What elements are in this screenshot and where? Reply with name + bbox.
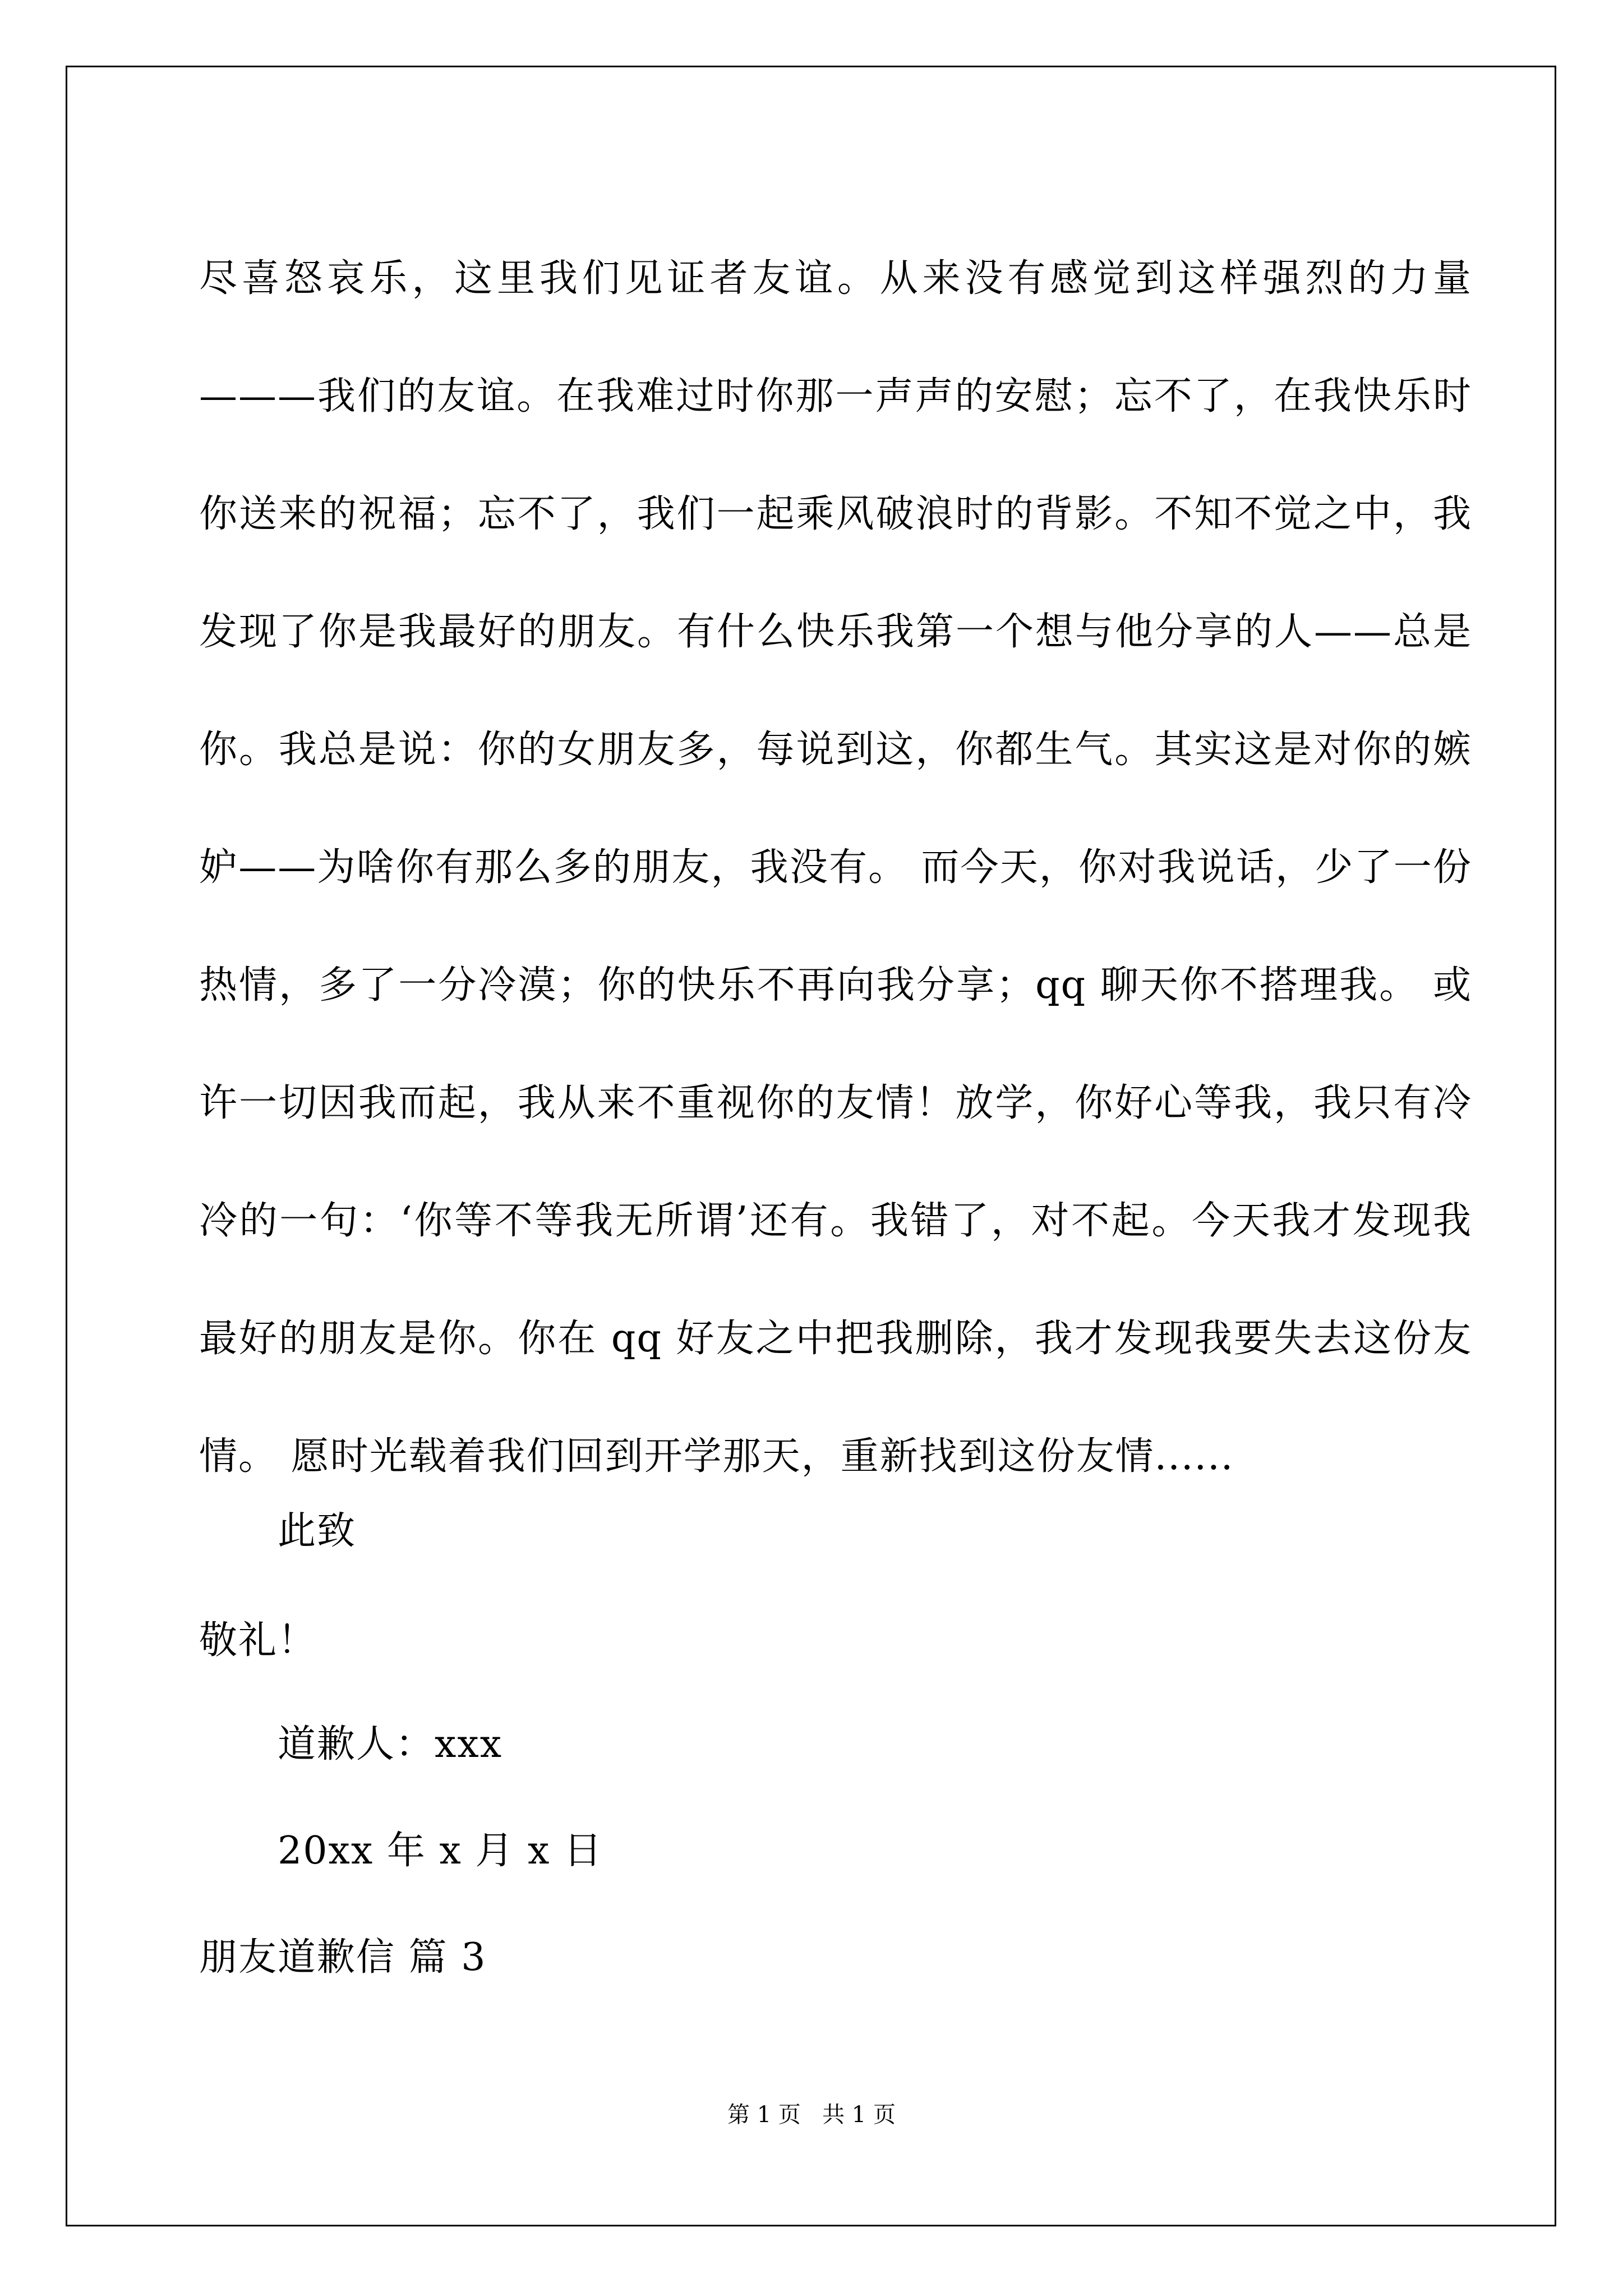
closing-regards: 敬礼！ [199,1618,317,1663]
next-letter-heading: 朋友道歉信 篇 3 [199,1935,487,1980]
date-line: 20xx 年 x 月 x 日 [278,1829,603,1873]
closing-salutation: 此致 [278,1509,357,1553]
page-footer: 第 1 页 共 1 页 [727,2102,896,2128]
signature-line: 道歉人：xxx [278,1722,503,1766]
letter-body-text: 尽喜怒哀乐，这里我们见证者友谊。从来没有感觉到这样强烈的力量———我们的友谊。在我难过时你那一声声的安慰；忘不了，在我快乐时你送来的祝福；忘不了，我们一起乘风破浪时的背影。不知不觉之中，我发现了你是我最好的朋友。有什么快乐我第一个想与他分享的人——总是你。我总是说：你的女朋友多，每说到这，你都生气。其实这是对你的嫉妒——为啥你有那么多的朋友，我没有。 而今天，你对我说话，少了一份热情，多了一分冷漠；你的快乐不再向我分享；qq 聊天你不搭理我。 或许一切因我而起，我从来不重视你的友情！放学，你好心等我，我只有冷冷的一句：‘你等不等我无所谓’还有。我错了，对不起。今天我才发现我最好的朋友是你。你在 qq 好友之中把我删除，我才发现我要失去这份友情。 愿时光载着我们回到开学那天，重新找到这份友情...... [199,256,1472,1479]
